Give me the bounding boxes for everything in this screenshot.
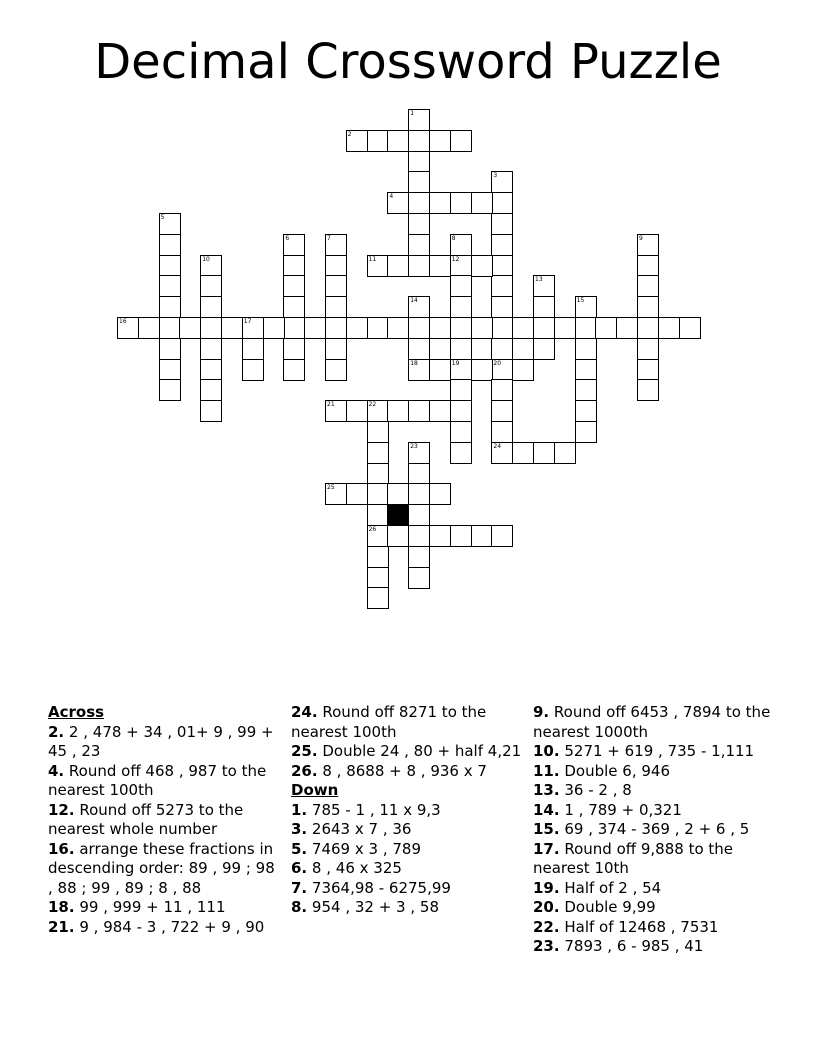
grid-cell[interactable] <box>637 317 659 339</box>
grid-cell[interactable] <box>491 317 513 339</box>
clue-down-1: 1. 785 - 1 , 11 x 9,3 <box>291 800 441 819</box>
grid-cell[interactable] <box>325 255 347 277</box>
grid-cell[interactable] <box>429 525 451 547</box>
grid-cell[interactable] <box>408 546 430 568</box>
grid-cell[interactable] <box>408 130 430 152</box>
grid-cell[interactable] <box>637 379 659 401</box>
grid-cell[interactable] <box>575 317 597 339</box>
grid-cell[interactable] <box>367 442 389 464</box>
clue-across-2: 2. 2 , 478 + 34 , 01+ 9 , 99 + 45 , 23 <box>48 722 274 760</box>
grid-cell[interactable] <box>679 317 701 339</box>
grid-cell[interactable] <box>367 130 389 152</box>
down-heading: Down <box>291 781 339 799</box>
across-heading: Across <box>48 703 105 721</box>
clue-down-10: 10. 5271 + 619 , 735 - 1,111 <box>533 742 755 760</box>
grid-cell[interactable] <box>429 400 451 422</box>
grid-cell[interactable] <box>512 359 534 381</box>
grid-number: 14 <box>410 297 418 305</box>
grid-cell[interactable] <box>491 379 513 401</box>
grid-number: 26 <box>368 526 377 533</box>
grid-cell[interactable] <box>575 338 597 360</box>
grid-cell[interactable] <box>408 213 430 235</box>
grid-number: 1 <box>410 110 415 117</box>
grid-cell[interactable] <box>325 275 347 297</box>
grid-cell[interactable] <box>408 171 430 193</box>
grid-cell[interactable] <box>159 359 181 381</box>
grid-number: 7 <box>327 234 331 242</box>
grid-cell[interactable] <box>408 338 430 360</box>
grid-cell[interactable] <box>512 442 534 464</box>
grid-cell[interactable] <box>471 255 493 277</box>
grid-cell[interactable] <box>283 255 305 277</box>
grid-number: 12 <box>451 255 460 263</box>
clue-down-15: 15. 69 , 374 - 369 , 2 + 6 , 5 <box>533 820 750 838</box>
grid-cell[interactable] <box>325 359 347 381</box>
grid-cell[interactable] <box>575 379 597 401</box>
clues-column-2 <box>291 703 523 918</box>
grid-cell[interactable] <box>200 400 222 422</box>
grid-cell[interactable] <box>408 525 430 547</box>
clue-across-12: 12. Round off 5273 to the nearest whole number <box>48 800 244 838</box>
grid-number: 20 <box>493 359 502 367</box>
grid-cell[interactable] <box>491 338 513 360</box>
grid-cell[interactable] <box>283 296 305 318</box>
grid-number: 8 <box>451 234 456 242</box>
clue-across-26: 26. 8 , 8688 + 8 , 936 x 7 <box>291 761 487 780</box>
grid-cell[interactable] <box>450 525 472 547</box>
grid-cell[interactable] <box>512 317 534 339</box>
grid-cell[interactable] <box>429 483 451 505</box>
grid-cell[interactable] <box>491 525 513 547</box>
clue-down-11: 11. Double 6, 946 <box>533 761 670 780</box>
grid-cell[interactable] <box>429 359 451 381</box>
clue-down-3: 3. 2643 x 7 , 36 <box>291 820 412 838</box>
clue-down-14: 14. 1 , 789 + 0,321 <box>533 800 682 819</box>
grid-cell[interactable] <box>159 296 181 318</box>
grid-cell[interactable] <box>450 317 472 339</box>
clues-column-1 <box>48 703 280 937</box>
grid-cell[interactable] <box>346 317 368 339</box>
grid-cell[interactable] <box>450 192 472 214</box>
grid-cell[interactable] <box>575 421 597 443</box>
grid-number: 13 <box>535 276 543 284</box>
grid-cell[interactable] <box>533 317 555 339</box>
grid-cell[interactable] <box>367 317 389 339</box>
grid-cell[interactable] <box>637 338 659 360</box>
grid-cell[interactable] <box>450 400 472 422</box>
grid-cell[interactable] <box>637 296 659 318</box>
grid-number: 17 <box>243 318 252 325</box>
grid-cell[interactable] <box>159 379 181 401</box>
grid-cell[interactable] <box>387 255 409 277</box>
grid-number: 16 <box>119 318 127 325</box>
grid-cell[interactable] <box>325 317 347 339</box>
grid-cell[interactable] <box>575 400 597 422</box>
grid-cell[interactable] <box>387 483 409 505</box>
grid-cell[interactable] <box>367 587 389 609</box>
grid-cell[interactable] <box>471 359 493 381</box>
grid-cell[interactable] <box>242 338 264 360</box>
clue-across-25: 25. Double 24 , 80 + half 4,21 <box>291 742 522 760</box>
grid-cell[interactable] <box>159 255 181 277</box>
grid-cell[interactable] <box>408 400 430 422</box>
clues-column-3 <box>533 703 773 957</box>
grid-cell[interactable] <box>491 234 513 256</box>
grid-cell[interactable] <box>450 379 472 401</box>
grid-number: 25 <box>327 484 335 492</box>
blocked-cell <box>387 504 409 526</box>
grid-cell[interactable] <box>491 255 513 277</box>
grid-cell[interactable] <box>429 192 451 214</box>
grid-cell[interactable] <box>408 567 430 589</box>
grid-cell[interactable] <box>450 275 472 297</box>
grid-cell[interactable] <box>283 317 305 339</box>
grid-cell[interactable] <box>450 338 472 360</box>
grid-cell[interactable] <box>200 338 222 360</box>
grid-number: 21 <box>327 401 335 409</box>
grid-number: 4 <box>389 193 394 201</box>
grid-cell[interactable] <box>429 317 451 339</box>
grid-number: 22 <box>368 401 377 409</box>
grid-cell[interactable] <box>450 442 472 464</box>
grid-cell[interactable] <box>471 192 493 214</box>
grid-cell[interactable] <box>471 525 493 547</box>
grid-cell[interactable] <box>159 338 181 360</box>
grid-number: 18 <box>410 359 418 367</box>
clue-down-6: 6. 8 , 46 x 325 <box>291 859 402 877</box>
clue-down-7: 7. 7364,98 - 6275,99 <box>291 878 451 897</box>
grid-cell[interactable] <box>408 255 430 277</box>
grid-cell[interactable] <box>491 421 513 443</box>
grid-cell[interactable] <box>533 296 555 318</box>
grid-cell[interactable] <box>283 275 305 297</box>
grid-number: 15 <box>576 297 585 305</box>
grid-number: 6 <box>285 234 290 242</box>
grid-cell[interactable] <box>491 213 513 235</box>
grid-cell[interactable] <box>408 151 430 173</box>
grid-number: 2 <box>347 130 352 138</box>
grid-cell[interactable] <box>159 317 181 339</box>
clue-across-21: 21. 9 , 984 - 3 , 722 + 9 , 90 <box>48 917 265 936</box>
grid-number: 23 <box>410 442 418 450</box>
grid-cell[interactable] <box>533 338 555 360</box>
grid-cell[interactable] <box>263 317 285 339</box>
grid-cell[interactable] <box>387 317 409 339</box>
clue-across-16: 16. arrange these fractions in descending order: 89 , 99 ; 98 , 88 ; 99 , 89 ; 8 , 88 <box>48 839 275 897</box>
grid-cell[interactable] <box>450 130 472 152</box>
grid-cell[interactable] <box>491 400 513 422</box>
grid-cell[interactable] <box>595 317 617 339</box>
grid-cell[interactable] <box>346 400 368 422</box>
grid-cell[interactable] <box>408 483 430 505</box>
grid-cell[interactable] <box>429 130 451 152</box>
clue-down-9: 9. Round off 6453 , 7894 to the nearest 1000th <box>533 703 771 741</box>
clue-down-19: 19. Half of 2 , 54 <box>533 878 662 897</box>
grid-cell[interactable] <box>408 234 430 256</box>
clue-down-20: 20. Double 9,99 <box>533 898 656 916</box>
clue-across-4: 4. Round off 468 , 987 to the nearest 100th <box>48 761 267 799</box>
grid-number: 10 <box>202 255 210 263</box>
grid-cell[interactable] <box>200 317 222 339</box>
grid-cell[interactable] <box>221 317 243 339</box>
grid-cell[interactable] <box>367 567 389 589</box>
grid-cell[interactable] <box>471 317 493 339</box>
grid-cell[interactable] <box>491 192 513 214</box>
clue-down-17: 17. Round off 9,888 to the nearest 10th <box>533 839 734 877</box>
grid-cell[interactable] <box>283 359 305 381</box>
clue-down-8: 8. 954 , 32 + 3 , 58 <box>291 898 439 916</box>
clue-down-22: 22. Half of 12468 , 7531 <box>533 917 719 936</box>
grid-cell[interactable] <box>200 379 222 401</box>
grid-cell[interactable] <box>367 483 389 505</box>
grid-cell[interactable] <box>637 255 659 277</box>
clue-down-5: 5. 7469 x 3 , 789 <box>291 839 421 858</box>
grid-cell[interactable] <box>367 504 389 526</box>
grid-cell[interactable] <box>637 359 659 381</box>
grid-cell[interactable] <box>491 296 513 318</box>
grid-number: 5 <box>160 214 165 221</box>
grid-cell[interactable] <box>367 463 389 485</box>
grid-cell[interactable] <box>138 317 160 339</box>
grid-cell[interactable] <box>533 442 555 464</box>
grid-cell[interactable] <box>200 275 222 297</box>
grid-cell[interactable] <box>491 275 513 297</box>
grid-number: 19 <box>451 359 460 367</box>
grid-cell[interactable] <box>367 546 389 568</box>
grid-cell[interactable] <box>200 296 222 318</box>
grid-cell[interactable] <box>367 421 389 443</box>
grid-cell[interactable] <box>408 317 430 339</box>
grid-cell[interactable] <box>408 192 430 214</box>
grid-cell[interactable] <box>325 338 347 360</box>
clue-across-18: 18. 99 , 999 + 11 , 111 <box>48 898 226 916</box>
grid-cell[interactable] <box>325 296 347 318</box>
grid-cell[interactable] <box>200 359 222 381</box>
grid-cell[interactable] <box>283 338 305 360</box>
grid-cell[interactable] <box>159 234 181 256</box>
grid-cell[interactable] <box>450 296 472 318</box>
grid-cell[interactable] <box>554 317 576 339</box>
grid-cell[interactable] <box>554 442 576 464</box>
grid-cell[interactable] <box>616 317 638 339</box>
grid-cell[interactable] <box>304 317 326 339</box>
clue-down-13: 13. 36 - 2 , 8 <box>533 781 632 799</box>
grid-cell[interactable] <box>575 359 597 381</box>
grid-cell[interactable] <box>242 359 264 381</box>
clue-down-23: 23. 7893 , 6 - 985 , 41 <box>533 937 704 955</box>
grid-cell[interactable] <box>387 525 409 547</box>
grid-number: 9 <box>639 234 643 242</box>
grid-cell[interactable] <box>159 275 181 297</box>
grid-number: 3 <box>493 172 498 180</box>
grid-cell[interactable] <box>408 504 430 526</box>
grid-cell[interactable] <box>387 400 409 422</box>
grid-cell[interactable] <box>637 275 659 297</box>
grid-cell[interactable] <box>179 317 201 339</box>
grid-cell[interactable] <box>346 483 368 505</box>
grid-number: 24 <box>493 442 502 450</box>
clue-across-24: 24. Round off 8271 to the nearest 100th <box>291 703 487 741</box>
grid-cell[interactable] <box>658 317 680 339</box>
page-title: Decimal Crossword Puzzle <box>94 34 722 90</box>
grid-cell[interactable] <box>387 130 409 152</box>
grid-cell[interactable] <box>408 463 430 485</box>
grid-cell[interactable] <box>429 255 451 277</box>
grid-number: 11 <box>368 255 377 263</box>
grid-cell[interactable] <box>450 421 472 443</box>
